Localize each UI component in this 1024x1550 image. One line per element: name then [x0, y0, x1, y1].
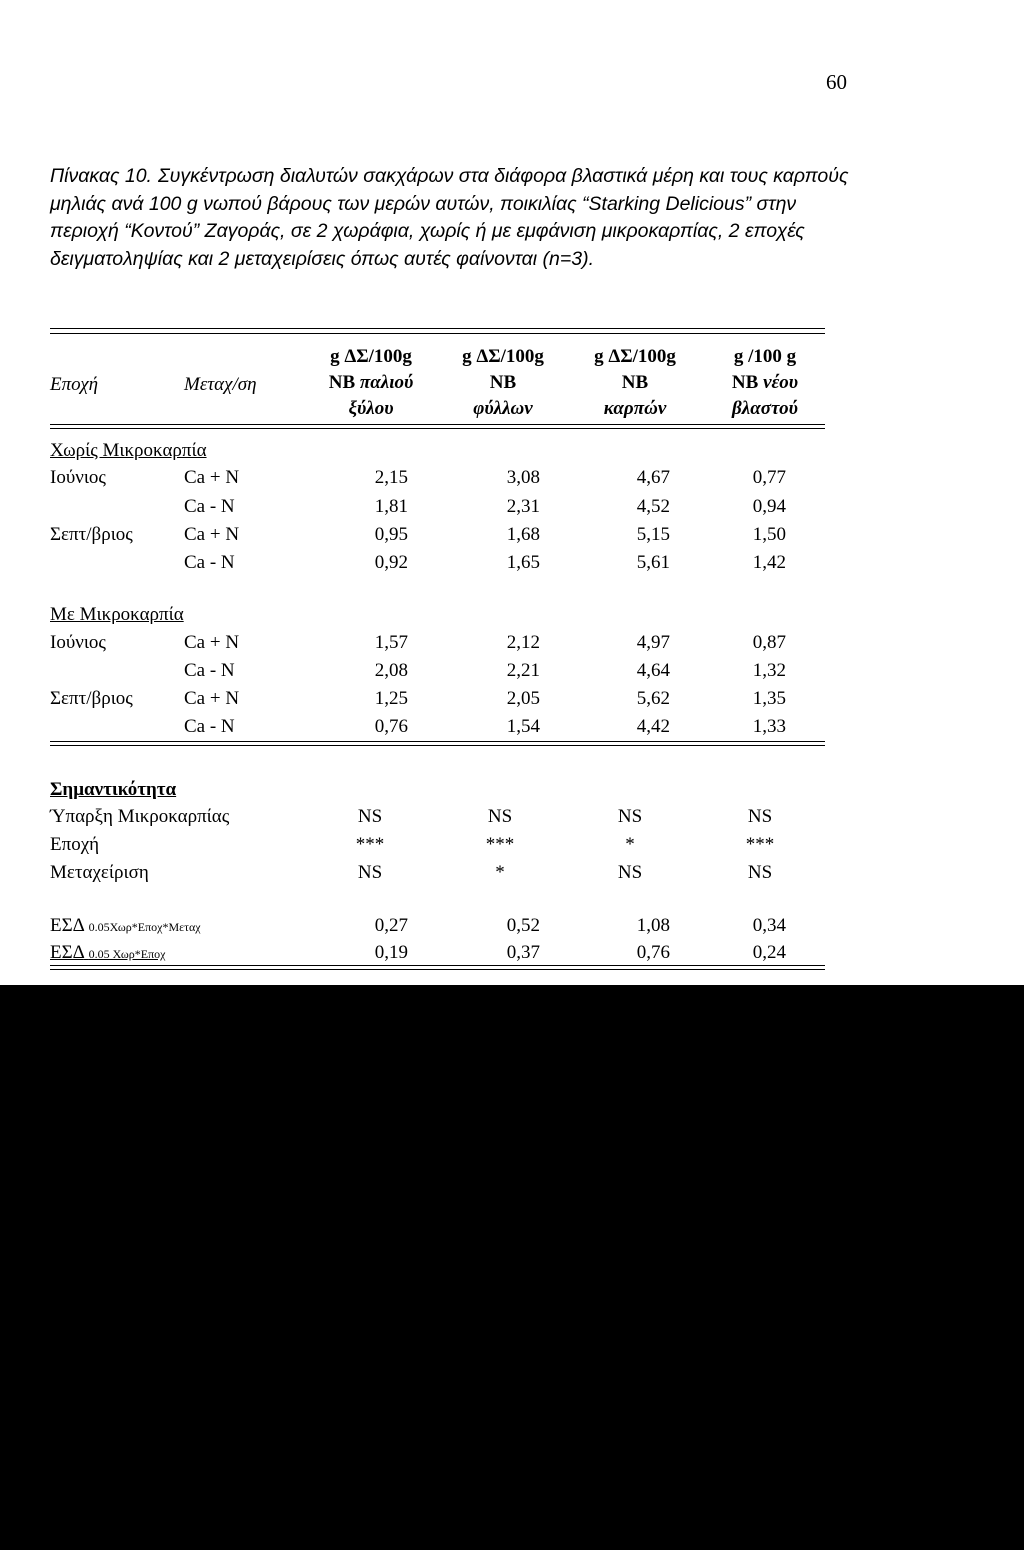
value-fruits: 5,15: [636, 524, 670, 545]
row-treatment: Ca + N: [184, 524, 240, 545]
table-bottom-rule-2: [50, 969, 825, 970]
value-fruits: 1,08: [636, 915, 670, 936]
significance-label: Ύπαρξη Μικροκαρπίας: [50, 806, 230, 827]
value-fruits: 5,62: [636, 688, 670, 709]
caption-text: Συγκέντρωση διαλυτών σακχάρων στα διάφορα βλαστικά μέρη και τους καρπούς μηλιάς ανά 100 g νωπού βάρους των μερών αυτών, ποικιλίας “Starking Delicious” στην περιοχή “Κοντού” Ζαγοράς, σε 2 χωράφια, χωρίς ή με εμφάνιση μικροκαρπίας, 2 εποχές δειγματοληψίας και 2 μεταχειρίσεις όπως αυτές φαίνονται (n=3).: [50, 165, 849, 270]
value-old-wood: NS: [357, 862, 383, 883]
value-fruits: *: [625, 834, 635, 855]
value-leaves: 2,12: [506, 632, 540, 653]
header-new-shoot: g /100 g ΝΒ νέου βλαστού: [731, 346, 799, 419]
value-old-wood: 1,81: [374, 496, 408, 517]
value-fruits: NS: [617, 862, 643, 883]
value-new-shoot: 1,35: [752, 688, 786, 709]
value-leaves: 0,52: [506, 915, 540, 936]
row-treatment: Ca + N: [184, 688, 240, 709]
row-treatment: Ca + N: [184, 467, 240, 488]
value-fruits: 0,76: [636, 942, 670, 963]
value-fruits: 4,97: [636, 632, 670, 653]
row-treatment: Ca - N: [184, 716, 235, 737]
row-treatment: Ca - N: [184, 552, 235, 573]
value-new-shoot: 1,33: [752, 716, 786, 737]
value-leaves: NS: [487, 806, 513, 827]
header-leaves: g ΔΣ/100g ΝΒ φύλλων: [462, 346, 544, 419]
significance-label: Εποχή: [50, 834, 100, 855]
table-bottom-rule: [50, 965, 825, 966]
table-mid-rule: [50, 741, 825, 742]
value-old-wood: 0,76: [374, 716, 408, 737]
lsd-label: ΕΣΔ 0.05 Χωρ*Εποχ: [50, 942, 166, 963]
value-old-wood: 2,15: [374, 467, 408, 488]
value-leaves: *: [495, 862, 505, 883]
value-new-shoot: 0,34: [752, 915, 786, 936]
value-old-wood: 0,95: [374, 524, 408, 545]
value-old-wood: 1,57: [374, 632, 408, 653]
value-new-shoot: NS: [747, 862, 773, 883]
value-new-shoot: 1,32: [752, 660, 786, 681]
dark-region: [0, 985, 1024, 1550]
value-fruits: 4,42: [636, 716, 670, 737]
table-mid-rule-2: [50, 745, 825, 746]
table-top-rule: [50, 328, 825, 329]
value-new-shoot: 1,42: [752, 552, 786, 573]
value-old-wood: 1,25: [374, 688, 408, 709]
row-season: Ιούνιος: [50, 632, 106, 653]
value-fruits: 4,64: [636, 660, 670, 681]
value-leaves: 2,31: [506, 496, 540, 517]
group-title-with-microcarpy: Με Μικροκαρπία: [50, 604, 184, 625]
row-season: Ιούνιος: [50, 467, 106, 488]
value-fruits: 4,67: [636, 467, 670, 488]
row-treatment: Ca + N: [184, 632, 240, 653]
table-caption: [50, 163, 850, 273]
group-title-no-microcarpy: Χωρίς Μικροκαρπία: [50, 440, 207, 461]
value-new-shoot: 0,94: [752, 496, 786, 517]
value-fruits: 4,52: [636, 496, 670, 517]
significance-label: Μεταχείριση: [50, 862, 149, 883]
value-leaves: ***: [485, 834, 515, 855]
value-new-shoot: ***: [745, 834, 775, 855]
value-new-shoot: NS: [747, 806, 773, 827]
table-top-rule-2: [50, 333, 825, 334]
value-leaves: 1,54: [506, 716, 540, 737]
row-treatment: Ca - N: [184, 496, 235, 517]
header-bottom-rule: [50, 424, 825, 425]
value-leaves: 3,08: [506, 467, 540, 488]
header-season: Εποχή: [50, 374, 99, 395]
header-bottom-rule-2: [50, 428, 825, 429]
value-new-shoot: 0,24: [752, 942, 786, 963]
value-leaves: 0,37: [506, 942, 540, 963]
value-old-wood: ***: [355, 834, 385, 855]
lsd-label: ΕΣΔ 0.05Χωρ*Εποχ*Μεταχ: [50, 915, 201, 936]
header-fruits: g ΔΣ/100g ΝΒ καρπών: [594, 346, 676, 419]
row-treatment: Ca - N: [184, 660, 235, 681]
value-leaves: 1,65: [506, 552, 540, 573]
value-new-shoot: 0,77: [752, 467, 786, 488]
header-old-wood: g ΔΣ/100g ΝΒ παλιού ξύλου: [328, 346, 414, 419]
value-old-wood: 0,92: [374, 552, 408, 573]
row-season: Σεπτ/βριος: [50, 688, 133, 709]
value-old-wood: NS: [357, 806, 383, 827]
value-old-wood: 2,08: [374, 660, 408, 681]
value-leaves: 2,21: [506, 660, 540, 681]
significance-title: Σημαντικότητα: [50, 779, 177, 800]
caption-label: Πίνακας 10.: [50, 165, 152, 187]
value-fruits: NS: [617, 806, 643, 827]
value-fruits: 5,61: [636, 552, 670, 573]
value-new-shoot: 1,50: [752, 524, 786, 545]
value-leaves: 2,05: [506, 688, 540, 709]
header-treatment: Μεταχ/ση: [184, 374, 257, 395]
row-season: Σεπτ/βριος: [50, 524, 133, 545]
page-number: 60: [826, 70, 847, 94]
value-old-wood: 0,27: [374, 915, 408, 936]
value-new-shoot: 0,87: [752, 632, 786, 653]
value-old-wood: 0,19: [374, 942, 408, 963]
value-leaves: 1,68: [506, 524, 540, 545]
